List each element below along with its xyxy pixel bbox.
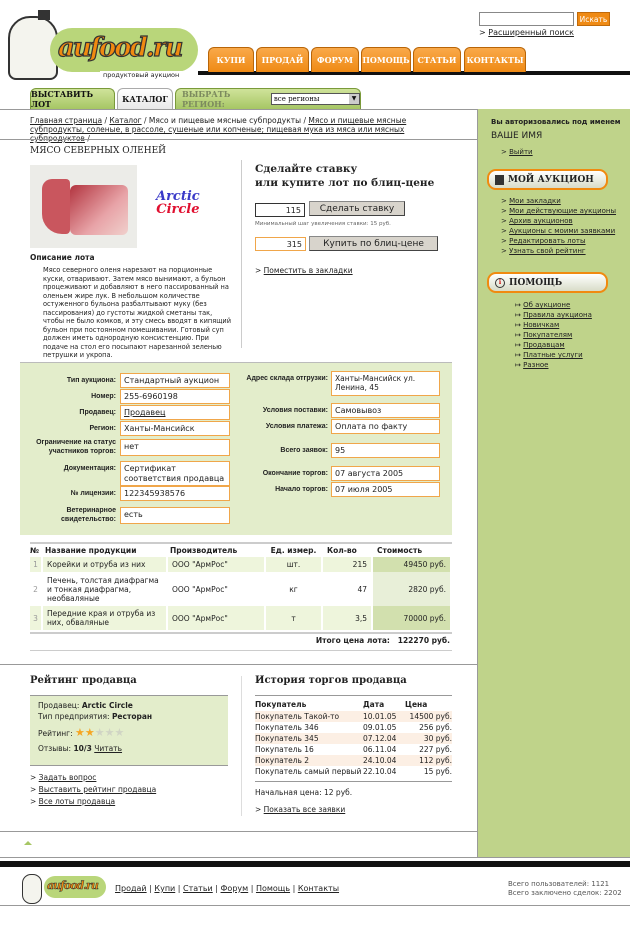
chevron-down-icon: ▼ [349,94,359,104]
nav-articles[interactable]: СТАТЬИ [413,47,461,72]
auth-text: Вы авторизовались под именем [491,118,621,126]
show-all-link[interactable]: Показать все заявки [263,805,346,814]
buy-blitz-button[interactable]: Купить по блиц-цене [309,236,438,251]
breadcrumb-catalog[interactable]: Каталог [109,116,142,125]
breadcrumb-home[interactable]: Главная страница [30,116,103,125]
footer-stats [508,880,622,898]
detail-value: Сертификат соответствия продавца [120,461,230,486]
bid-heading-line1: Сделайте ставку [255,163,358,175]
detail-value: 95 [331,443,440,458]
reviews-count: 10/3 [73,744,92,753]
bid-heading [255,162,434,190]
detail-value: Ханты-Мансийск [120,421,230,436]
detail-label: Продавец: [79,409,116,416]
cell-qty: 3,5 [322,606,372,630]
tagline: продуктовый аукцион [100,71,182,79]
start-price: Начальная цена: 12 руб. [255,788,353,797]
cell-date: 22.10.04 [363,767,397,776]
rating-links [30,772,156,808]
detail-value: 255-6960198 [120,389,230,404]
history-row [255,733,452,744]
reviews-label: Отзывы: [38,744,72,753]
rating-title: Рейтинг продавца [30,675,137,686]
col-name: Название продукции [42,544,167,557]
help-link[interactable]: Разное [523,361,549,369]
table-row [30,606,451,630]
help-item[interactable]: ↦ Разное [515,361,549,369]
cell-buyer: Покупатель 345 [255,734,319,743]
rating-box [30,695,228,766]
cell-buyer: Покупатель 16 [255,745,314,754]
nav-forum[interactable]: ФОРУМ [311,47,359,72]
cell-price: 256 руб. [419,723,452,732]
search-button[interactable]: Искать [577,12,610,26]
history-row [255,744,452,755]
detail-label: Условия поставки: [262,407,328,414]
breadcrumb-subcategory[interactable]: Мясо и пищевые мясные субпродукты, соленые, в рассоле, сушеные или копченые; пищевая мука из мяса или мясных [30,116,407,134]
type-label: Тип предприятия: [38,712,110,721]
bookmark-link[interactable]: Поместить в закладки [263,266,353,275]
sidebar-link[interactable]: Мои закладки [509,197,561,205]
description-title: Описание лота [30,253,95,262]
rate-seller[interactable]: > Выставить рейтинг продавца [30,785,157,794]
total-label: Итого цена лота: [315,636,390,645]
arctic-circle-logo: Arctic Circle [156,189,200,217]
col-manufacturer: Производитель [167,544,265,557]
sidebar-item[interactable]: > Аукционы с моими заявками [501,227,616,235]
detail-label: Ограничение на статус участников торгов: [36,439,116,455]
detail-label: № лицензии: [70,490,116,497]
footer-links: Продай | Купи | Статьи | Форум | Помощь | Контакты [115,884,340,893]
history-row [255,722,452,733]
history-row [255,766,452,777]
ask-question-link[interactable]: Задать вопрос [38,773,97,782]
my-auction-list [501,196,616,256]
cell-buyer: Покупатель 2 [255,756,310,765]
help-link[interactable]: Продавцам [523,341,565,349]
star-filled-icon: ★ [84,726,95,739]
logo[interactable] [8,8,198,83]
col-buyer: Покупатель [255,699,307,709]
cell-num: 1 [30,557,42,572]
nav-sell[interactable]: ПРОДАЙ [256,47,309,72]
total-value: 122270 руб. [397,636,450,645]
cell-qty: 215 [322,557,372,572]
logout-link[interactable]: Выйти [509,148,533,156]
cell-price: 112 руб. [419,756,452,765]
read-reviews-link[interactable]: Читать [94,744,123,753]
detail-value: 122345938576 [120,486,230,501]
detail-value: Оплата по факту [331,419,440,434]
cell-date: 10.01.05 [363,712,397,721]
search-input[interactable] [479,12,574,26]
logout[interactable]: > Выйти [501,148,533,156]
detail-value: нет [120,439,230,456]
detail-label: Ветеринарное свидетельство: [61,507,116,523]
footer-logo[interactable] [20,870,106,908]
tab-region [175,88,361,109]
sidebar-link[interactable]: Архив аукционов [509,217,573,225]
sidebar-link[interactable]: Узнать свой рейтинг [509,247,586,255]
cell-cost: 70000 руб. [372,606,451,630]
detail-label: Тип аукциона: [66,377,116,384]
help-list [515,300,592,370]
scroll-top-icon[interactable] [24,841,32,845]
table-row [30,557,451,572]
help-item[interactable]: ↦ Платные услуги [515,351,583,359]
detail-value: Продавец [120,405,230,420]
detail-value: 07 июля 2005 [331,482,440,497]
detail-label: Адрес склада отгрузки: [246,375,328,382]
history-row [255,755,452,766]
col-num: № [30,544,42,557]
detail-value: Ханты-Мансийск ул. Ленина, 45 [331,371,440,396]
region-label: ВЫБРАТЬ РЕГИОН: [182,89,231,109]
sidebar-link[interactable]: Аукционы с моими заявками [509,227,616,235]
cell-buyer: Покупатель Такой-то [255,712,340,721]
detail-label: Всего заявок: [280,447,328,454]
cell-unit: кг [265,572,322,606]
sidebar-item[interactable]: > Мои закладки [501,197,561,205]
rate-seller-link[interactable]: Выставить рейтинг продавца [38,785,157,794]
col-qty: Кол-во [322,544,372,557]
help-link[interactable]: Покупателям [523,331,573,339]
star-empty-icon: ★ [114,726,125,739]
region-select[interactable] [271,93,360,105]
detail-label: Регион: [89,425,116,432]
cell-manufacturer: ООО "АрмРос" [167,572,265,606]
cell-manufacturer: ООО "АрмРос" [167,557,265,572]
table-row [30,572,451,606]
help-item[interactable]: ↦ Покупателям [515,331,573,339]
cell-buyer: Покупатель 346 [255,723,319,732]
star-empty-icon: ★ [104,726,115,739]
help-link[interactable]: Об аукционе [523,301,571,309]
col-unit: Ед. измер. [265,544,322,557]
cell-name: Корейки и отруба из них [42,557,167,572]
nav-buy[interactable]: КУПИ [208,47,254,72]
place-bid-button[interactable]: Сделать ставку [309,201,405,216]
cell-cost: 49450 руб. [372,557,451,572]
help-item[interactable]: ↦ Продавцам [515,341,565,349]
product-image [30,165,137,248]
star-empty-icon: ★ [94,726,105,739]
cell-date: 06.11.04 [363,745,397,754]
nav-contacts[interactable]: КОНТАКТЫ [464,47,526,72]
cell-unit: т [265,606,322,630]
detail-value: Стандартный аукцион [120,373,230,388]
tab-sell-lot[interactable]: ВЫСТАВИТЬ ЛОТ [30,88,115,109]
sidebar-item[interactable]: > Мои действующие аукционы [501,207,617,215]
detail-value: 07 августа 2005 [331,466,440,481]
footer-link-articles[interactable]: Статьи [183,884,213,893]
my-auction-header [487,169,608,190]
cell-name: Передние края и отруба из них, обваляные [42,606,167,630]
deals-count: Всего заключено сделок: 2202 [508,889,622,897]
bookmark[interactable]: > Поместить в закладки [255,266,353,275]
sidebar-link[interactable]: Мои действующие аукционы [509,207,617,215]
rating-label: Рейтинг: [38,729,73,738]
help-link[interactable]: Правила аукциона [523,311,592,319]
detail-label: Начало торгов: [275,486,328,493]
all-lots-link[interactable]: Все лоты продавца [38,797,116,806]
star-filled-icon: ★ [75,726,85,739]
users-count: Всего пользователей: 1121 [508,880,610,888]
cell-price: 30 руб. [423,734,452,743]
help-item[interactable]: ↦ Новичкам [515,321,560,329]
cell-price: 15 руб. [423,767,452,776]
footer-link-sell[interactable]: Продай [115,884,147,893]
sidebar-item[interactable]: > Узнать свой рейтинг [501,247,586,255]
cell-price: 14500 руб. [409,712,452,721]
footer-link-help[interactable]: Помощь [255,884,291,893]
cell-date: 09.01.05 [363,723,397,732]
col-price: Цена [405,699,428,709]
detail-value: есть [120,507,230,524]
help-link[interactable]: Платные услуги [523,351,583,359]
detail-label: Номер: [91,393,116,400]
description: Мясо северного оленя нарезают на порционные куски, отваривают. Затем мясо вынимают, а бульон процеживают и добавляют в него пассированный на оленьем жире лук. В небольшом количестве остуженного бульона разбалтывают муку (без пассирования) до густоты жидкой сметаны так, чтобы не было комков, и эту смесь вводят в кипящий бульон при постоянном помешивании. Готовый суп должен иметь однородную консистенцию. При подаче на стол его посыпают нарезанной зеленью петрушки и укропа. [43,266,231,359]
cell-num: 2 [30,572,42,606]
info-icon: i [495,278,505,288]
total [290,636,450,645]
help-item[interactable]: ↦ Правила аукциона [515,311,592,319]
footer-logo-text: aufood.ru [47,879,98,892]
history-row [255,711,452,722]
tab-catalog[interactable]: КАТАЛОГ [117,88,173,109]
help-link[interactable]: Новичкам [523,321,560,329]
help-header [487,272,608,293]
sidebar-link[interactable]: Редактировать лоты [509,237,586,245]
my-auction-title: МОЙ АУКЦИОН [508,174,594,185]
lot-title: МЯСО СЕВЕРНЫХ ОЛЕНЕЙ [30,146,167,156]
detail-label: Условия платежа: [265,423,328,430]
all-lots[interactable]: > Все лоты продавца [30,797,116,806]
rating-stars [75,726,124,739]
show-all[interactable]: > Показать все заявки [255,805,346,814]
detail-label: Документация: [63,465,116,472]
history-header [255,697,452,711]
seller-label: Продавец: [38,701,80,710]
blitz-input[interactable]: 315 [255,237,306,251]
nav-help[interactable]: ПОМОЩЬ [361,47,411,72]
bid-heading-line2: или купите лот по блиц-цене [255,177,435,189]
cell-cost: 2820 руб. [372,572,451,606]
sidebar-item[interactable]: > Редактировать лоты [501,237,586,245]
cell-date: 24.10.04 [363,756,397,765]
book-icon [495,175,504,185]
advanced-search-link[interactable]: Расширенный поиск [488,28,574,37]
cell-name: Печень, толстая диафрагма и тонкая диафрагма, необваляные [42,572,167,606]
footer-link-buy[interactable]: Купи [154,884,176,893]
type-value: Ресторан [111,712,153,721]
bid-hint: Минимальный шаг увеличения ставки: 15 руб. [255,221,391,227]
breadcrumb: Главная страница / Каталог / Мясо и пищевые мясные субпродукты / Мясо и пищевые мясные субпродукты, соленые, в рассоле, сушеные или копченые; пищевая мука из мяса или мясных [30,116,455,143]
breadcrumb-category: Мясо и пищевые мясные субпродукты [148,116,302,125]
products-table [30,544,452,630]
cell-num: 3 [30,606,42,630]
col-cost: Стоимость [372,544,451,557]
history-table [255,697,452,777]
help-item[interactable]: ↦ Об аукционе [515,301,571,309]
cell-qty: 47 [322,572,372,606]
cell-date: 07.12.04 [363,734,397,743]
footer-link-forum[interactable]: Форум [220,884,249,893]
cell-unit: шт. [265,557,322,572]
table-header [30,544,451,557]
cell-price: 227 руб. [419,745,452,754]
bid-input[interactable]: 115 [255,203,305,217]
footer-link-contacts[interactable]: Контакты [297,884,340,893]
ask-question[interactable]: > Задать вопрос [30,773,97,782]
advanced-search[interactable]: > Расширенный поиск [479,28,574,37]
username: ВАШЕ ИМЯ [491,131,543,141]
detail-value: Самовывоз [331,403,440,418]
detail-label: Окончание торгов: [262,470,328,477]
seller-name: Arctic Circle [81,701,133,710]
logo-text: aufood.ru [58,33,182,63]
history-title: История торгов продавца [255,675,407,686]
col-date: Дата [363,699,385,709]
region-select-value: все регионы [273,95,320,103]
sidebar-item[interactable]: > Архив аукционов [501,217,573,225]
help-title: ПОМОЩЬ [509,277,563,288]
cell-manufacturer: ООО "АрмРос" [167,606,265,630]
cell-buyer: Покупатель самый первый [255,767,362,776]
